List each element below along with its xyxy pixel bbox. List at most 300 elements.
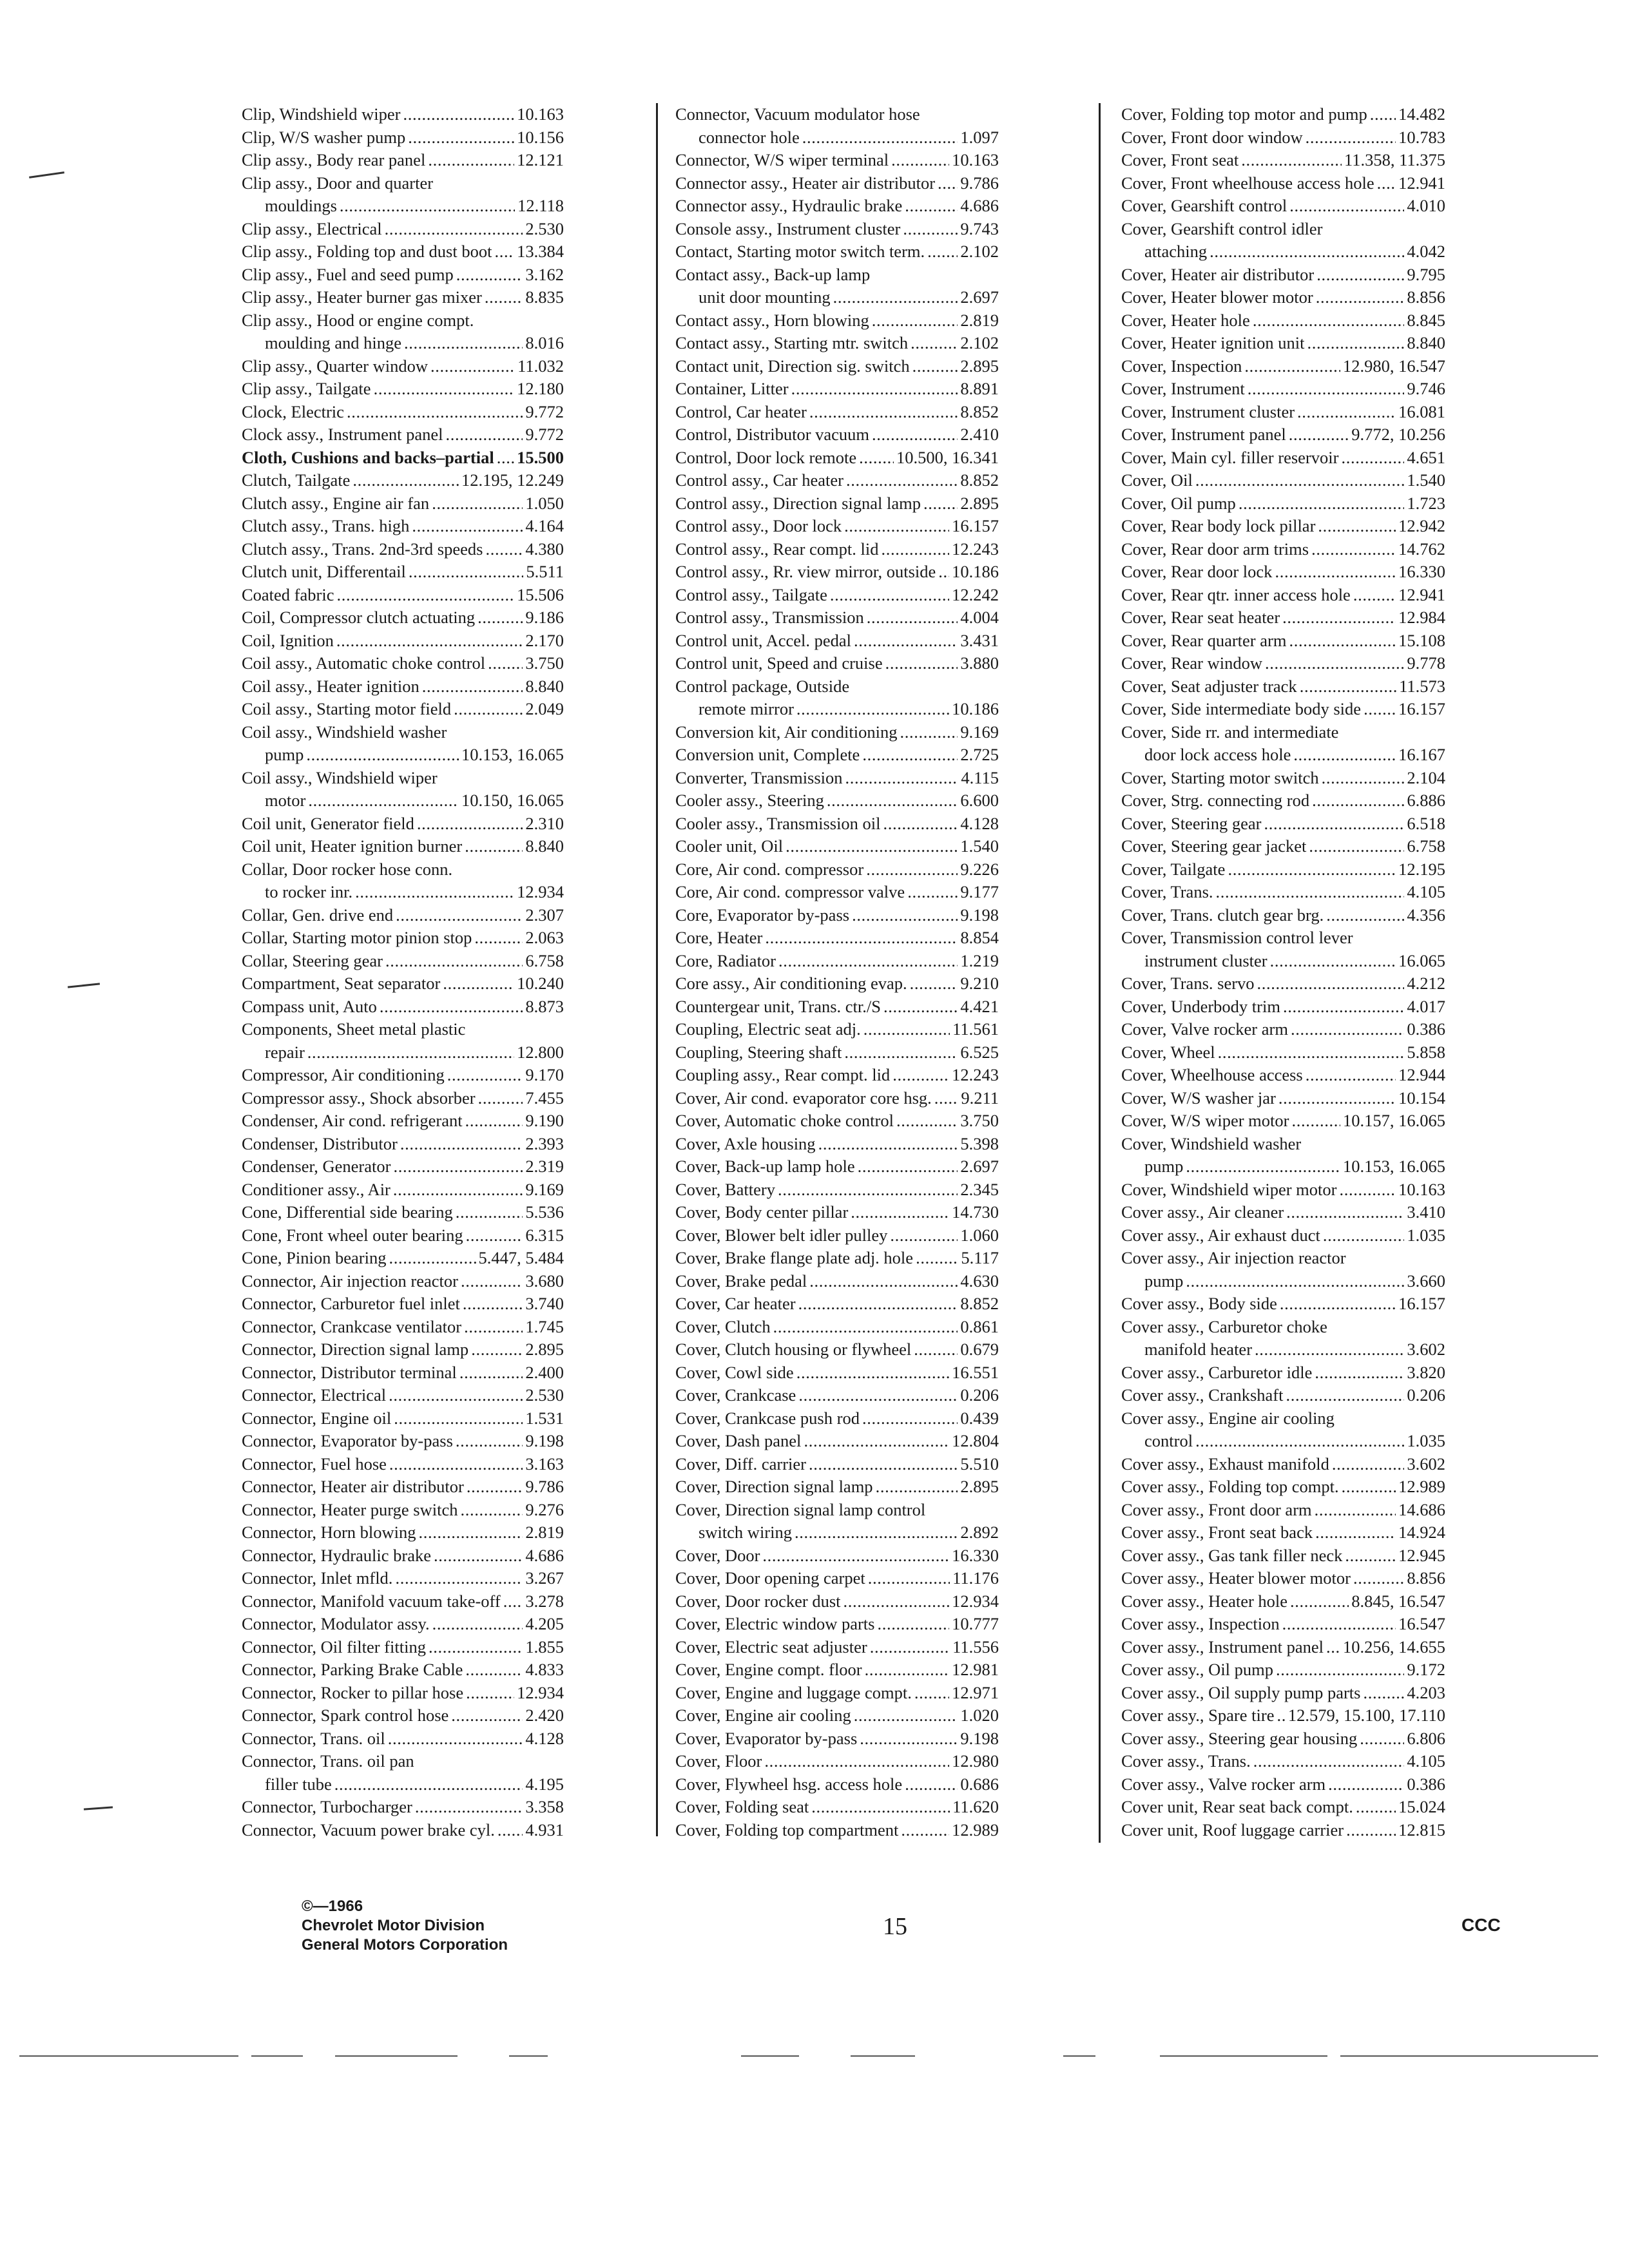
entry-page-ref: 9.190 bbox=[525, 1111, 564, 1130]
dot-leader bbox=[380, 995, 523, 1019]
entry-title: Cover, Rear quarter arm bbox=[1121, 630, 1287, 650]
entry-page-ref: 9.276 bbox=[525, 1499, 564, 1519]
index-entry bbox=[1121, 309, 1445, 332]
index-entry bbox=[242, 1407, 564, 1430]
dot-leader bbox=[916, 1247, 958, 1270]
index-entry bbox=[1121, 1727, 1445, 1751]
entry-continuation: pump bbox=[265, 745, 304, 764]
dot-leader bbox=[336, 584, 514, 607]
index-entry bbox=[675, 881, 999, 904]
dot-leader bbox=[1315, 1499, 1396, 1522]
entry-page-ref: 4.195 bbox=[525, 1774, 564, 1794]
entry-page-ref: 12.984 bbox=[1398, 608, 1445, 627]
entry-title: Control assy., Door lock bbox=[675, 516, 842, 535]
entry-title: Cooler assy., Transmission oil bbox=[675, 813, 881, 833]
entry-page-ref: 10.157, 16.065 bbox=[1343, 1111, 1445, 1130]
index-entry bbox=[1121, 1521, 1445, 1544]
entry-page-ref: 8.016 bbox=[525, 333, 564, 352]
entry-title: Clutch unit, Differentail bbox=[242, 562, 406, 581]
entry-page-ref: 12.945 bbox=[1398, 1545, 1445, 1565]
dot-leader bbox=[456, 1201, 523, 1224]
index-entry bbox=[242, 812, 564, 836]
dot-leader bbox=[1244, 355, 1340, 378]
dot-leader bbox=[912, 355, 958, 378]
dot-leader bbox=[1342, 1475, 1396, 1499]
entry-page-ref: 9.772 bbox=[525, 425, 564, 444]
scan-line bbox=[509, 2055, 548, 2057]
entry-page-ref: 12.941 bbox=[1398, 173, 1445, 193]
entry-page-ref: 3.163 bbox=[525, 1454, 564, 1474]
entry-page-ref: 5.447, 5.484 bbox=[478, 1248, 564, 1267]
entry-title: Coupling, Steering shaft bbox=[675, 1042, 842, 1062]
dot-leader bbox=[905, 195, 958, 218]
entry-title: Cover, Trans. bbox=[1121, 882, 1213, 901]
dot-leader bbox=[818, 1133, 958, 1156]
entry-page-ref: 4.651 bbox=[1407, 447, 1445, 467]
entry-title: Cover, Axle housing bbox=[675, 1133, 816, 1153]
index-entry bbox=[242, 1361, 564, 1385]
index-entry bbox=[1121, 927, 1445, 972]
dot-leader bbox=[1339, 1178, 1396, 1202]
entry-title: Cover, Main cyl. filler reservoir bbox=[1121, 447, 1339, 467]
index-entry bbox=[1121, 1293, 1445, 1316]
index-entry bbox=[675, 240, 999, 264]
entry-title: Connector, Trans. oil bbox=[242, 1728, 385, 1748]
index-entry bbox=[675, 767, 999, 790]
index-entry bbox=[675, 1178, 999, 1202]
dot-leader bbox=[497, 1819, 523, 1842]
dot-leader bbox=[404, 332, 523, 355]
entry-title: Condenser, Air cond. refrigerant bbox=[242, 1111, 463, 1130]
entry-title: Cone, Differential side bearing bbox=[242, 1202, 453, 1222]
dot-leader bbox=[878, 1613, 950, 1636]
entry-page-ref: 3.358 bbox=[525, 1797, 564, 1816]
entry-page-ref: 1.855 bbox=[525, 1637, 564, 1657]
index-entry bbox=[242, 1567, 564, 1590]
entry-page-ref: 12.243 bbox=[952, 1065, 999, 1084]
entry-title: Clip assy., Hood or engine compt. bbox=[242, 310, 474, 330]
entry-page-ref: 9.169 bbox=[525, 1179, 564, 1199]
entry-title: Cover, Underbody trim bbox=[1121, 996, 1280, 1016]
entry-page-ref: 10.154 bbox=[1398, 1088, 1445, 1108]
index-entry bbox=[242, 721, 564, 767]
index-entry bbox=[242, 286, 564, 309]
entry-continuation: control bbox=[1144, 1431, 1193, 1450]
entry-title: Collar, Gen. drive end bbox=[242, 905, 394, 925]
dot-leader bbox=[901, 1819, 949, 1842]
entry-title: Cover assy., Air cleaner bbox=[1121, 1202, 1284, 1222]
index-entry bbox=[675, 1819, 999, 1842]
dot-leader bbox=[443, 972, 514, 995]
entry-title: Control assy., Transmission bbox=[675, 608, 864, 627]
dot-leader bbox=[762, 1544, 949, 1568]
index-entry bbox=[1121, 812, 1445, 836]
dot-leader bbox=[403, 103, 515, 126]
entry-title: Connector, Distributor terminal bbox=[242, 1362, 457, 1382]
dot-leader bbox=[764, 1750, 949, 1773]
entry-title: Cover, Oil pump bbox=[1121, 493, 1236, 513]
entry-page-ref: 4.164 bbox=[525, 516, 564, 535]
dot-leader bbox=[307, 1041, 514, 1064]
entry-title: Connector, Fuel hose bbox=[242, 1454, 387, 1474]
dot-leader bbox=[465, 1658, 523, 1682]
entry-title: Connector, Evaporator by-pass bbox=[242, 1431, 453, 1450]
dot-leader bbox=[451, 1704, 523, 1727]
dot-leader bbox=[796, 1361, 949, 1385]
entry-page-ref: 1.540 bbox=[1407, 470, 1445, 490]
dot-leader bbox=[388, 1727, 523, 1751]
entry-page-ref: 16.167 bbox=[1398, 745, 1445, 764]
dot-leader bbox=[903, 218, 958, 241]
entry-page-ref: 5.511 bbox=[526, 562, 564, 581]
entry-page-ref: 5.858 bbox=[1407, 1042, 1445, 1062]
dot-leader bbox=[804, 1430, 949, 1453]
entry-title: Cover, Transmission control lever bbox=[1121, 928, 1353, 947]
dot-leader bbox=[428, 149, 514, 172]
entry-page-ref: 1.219 bbox=[960, 950, 999, 970]
entry-page-ref: 5.536 bbox=[525, 1202, 564, 1222]
dot-leader bbox=[1312, 789, 1404, 812]
entry-continuation: door lock access hole bbox=[1144, 745, 1291, 764]
index-entry bbox=[242, 1590, 564, 1613]
entry-title: Cover, Door rocker dust bbox=[675, 1591, 841, 1611]
entry-page-ref: 3.267 bbox=[525, 1568, 564, 1588]
dot-leader bbox=[434, 1544, 523, 1568]
dot-leader bbox=[1216, 881, 1405, 904]
entry-title: Cover, Steering gear jacket bbox=[1121, 836, 1307, 856]
index-entry bbox=[675, 1293, 999, 1316]
index-entry bbox=[675, 1636, 999, 1659]
dot-leader bbox=[1195, 469, 1405, 492]
entry-page-ref: 3.602 bbox=[1407, 1340, 1445, 1359]
dot-leader bbox=[867, 606, 958, 629]
dot-leader bbox=[429, 1636, 523, 1659]
dot-leader bbox=[890, 1224, 958, 1247]
index-entry bbox=[675, 561, 999, 584]
entry-title: Cover, Folding seat bbox=[675, 1797, 809, 1816]
entry-page-ref: 2.819 bbox=[525, 1523, 564, 1542]
entry-page-ref: 3.820 bbox=[1407, 1362, 1445, 1382]
entry-title: Cover, Door bbox=[675, 1545, 760, 1565]
entry-page-ref: 12.243 bbox=[952, 539, 999, 559]
dot-leader bbox=[394, 1407, 523, 1430]
entry-title: Coil assy., Heater ignition bbox=[242, 676, 419, 696]
dot-leader bbox=[811, 1796, 950, 1819]
entry-title: Connector, Vacuum power brake cyl. bbox=[242, 1820, 495, 1840]
entry-page-ref: 9.177 bbox=[960, 882, 999, 901]
dot-leader bbox=[833, 286, 958, 309]
index-entry bbox=[242, 561, 564, 584]
dot-leader bbox=[432, 1613, 523, 1636]
entry-page-ref: 9.778 bbox=[1407, 653, 1445, 673]
entry-page-ref: 9.210 bbox=[960, 974, 999, 993]
dot-leader bbox=[809, 401, 958, 424]
entry-page-ref: 6.806 bbox=[1407, 1728, 1445, 1748]
scan-line bbox=[1063, 2055, 1095, 2057]
entry-title: Cover assy., Air injection reactor bbox=[1121, 1248, 1346, 1267]
entry-title: Cover, Oil bbox=[1121, 470, 1193, 490]
entry-page-ref: 8.852 bbox=[960, 401, 999, 421]
entry-title: Cover, Clutch bbox=[675, 1316, 771, 1336]
dot-leader bbox=[1326, 904, 1404, 927]
entry-title: Cover, Engine and luggage compt. bbox=[675, 1682, 912, 1702]
dot-leader bbox=[1276, 1658, 1404, 1682]
dot-leader bbox=[1270, 950, 1396, 973]
dot-leader bbox=[846, 469, 958, 492]
index-entry bbox=[675, 1682, 999, 1705]
index-entry bbox=[242, 538, 564, 561]
entry-page-ref: 12.981 bbox=[952, 1660, 999, 1679]
index-entry bbox=[1121, 423, 1445, 447]
entry-title: Core, Air cond. compressor bbox=[675, 859, 864, 879]
index-entry bbox=[1121, 1613, 1445, 1636]
index-entry bbox=[675, 1316, 999, 1339]
entry-page-ref: 2.104 bbox=[1407, 767, 1445, 787]
entry-page-ref: 16.157 bbox=[1398, 1294, 1445, 1313]
entry-page-ref: 2.697 bbox=[960, 1157, 999, 1176]
entry-title: Conversion unit, Complete bbox=[675, 745, 860, 764]
entry-page-ref: 4.380 bbox=[525, 539, 564, 559]
division-line: Chevrolet Motor Division bbox=[302, 1917, 485, 1934]
entry-page-ref: 1.531 bbox=[525, 1408, 564, 1428]
entry-page-ref: 2.530 bbox=[525, 1385, 564, 1405]
dot-leader bbox=[478, 1087, 523, 1110]
entry-title: Cover, Rear body lock pillar bbox=[1121, 516, 1316, 535]
dot-leader bbox=[1306, 126, 1396, 149]
entry-page-ref: 8.835 bbox=[525, 287, 564, 307]
entry-page-ref: 12.989 bbox=[1398, 1477, 1445, 1496]
entry-title: Cover, Body center pillar bbox=[675, 1202, 849, 1222]
entry-title: Cooler assy., Steering bbox=[675, 791, 824, 810]
index-entry bbox=[1121, 972, 1445, 995]
index-entry bbox=[242, 972, 564, 995]
entry-page-ref: 9.211 bbox=[961, 1088, 999, 1108]
index-entry bbox=[1121, 1110, 1445, 1133]
dot-leader bbox=[336, 629, 523, 653]
entry-page-ref: 16.551 bbox=[952, 1362, 999, 1382]
entry-title: Control, Car heater bbox=[675, 401, 807, 421]
entry-title: Connector, Oil filter fitting bbox=[242, 1637, 426, 1657]
entry-page-ref: 2.063 bbox=[525, 928, 564, 947]
entry-page-ref: 10.153, 16.065 bbox=[461, 745, 564, 764]
index-entry bbox=[242, 698, 564, 721]
entry-title: Coil assy., Windshield washer bbox=[242, 722, 447, 742]
entry-continuation: instrument cluster bbox=[1144, 950, 1268, 970]
dot-leader bbox=[465, 835, 523, 858]
dot-leader bbox=[865, 1658, 949, 1682]
dot-leader bbox=[786, 835, 958, 858]
dot-leader bbox=[938, 561, 949, 584]
entry-page-ref: 2.307 bbox=[525, 905, 564, 925]
entry-page-ref: 2.420 bbox=[525, 1706, 564, 1725]
entry-page-ref: 1.097 bbox=[960, 127, 999, 147]
index-entry bbox=[675, 1110, 999, 1133]
entry-continuation: pump bbox=[1144, 1157, 1184, 1176]
index-entry bbox=[1121, 286, 1445, 309]
index-entry bbox=[242, 1704, 564, 1727]
entry-title: Container, Litter bbox=[675, 379, 789, 398]
dot-leader bbox=[355, 881, 514, 904]
entry-page-ref: 16.157 bbox=[952, 516, 999, 535]
entry-page-ref: 4.004 bbox=[960, 608, 999, 627]
entry-page-ref: 8.852 bbox=[960, 470, 999, 490]
entry-continuation: repair bbox=[265, 1042, 305, 1062]
dot-leader bbox=[415, 1796, 523, 1819]
dot-leader bbox=[845, 767, 959, 790]
entry-page-ref: 9.746 bbox=[1407, 379, 1445, 398]
entry-title: Cover, Cowl side bbox=[675, 1362, 794, 1382]
index-entry bbox=[242, 469, 564, 492]
entry-title: Control assy., Car heater bbox=[675, 470, 844, 490]
dot-leader bbox=[352, 469, 459, 492]
entry-page-ref: 4.686 bbox=[960, 196, 999, 215]
index-entry bbox=[242, 1087, 564, 1110]
dot-leader bbox=[1291, 1110, 1340, 1133]
entry-page-ref: 15.506 bbox=[517, 584, 564, 604]
index-entry bbox=[1121, 218, 1445, 264]
dot-leader bbox=[866, 858, 958, 881]
entry-page-ref: 3.880 bbox=[960, 653, 999, 673]
dot-leader bbox=[827, 789, 958, 812]
entry-title: Cover assy., Carburetor idle bbox=[1121, 1362, 1313, 1382]
dot-leader bbox=[471, 1338, 523, 1361]
entry-title: Control unit, Speed and cruise bbox=[675, 653, 883, 673]
entry-page-ref: 12.934 bbox=[517, 1682, 564, 1702]
entry-page-ref: 8.845, 16.547 bbox=[1351, 1591, 1445, 1611]
dot-leader bbox=[1293, 744, 1396, 767]
entry-title: Cover, Front door window bbox=[1121, 127, 1303, 147]
entry-page-ref: 6.315 bbox=[525, 1225, 564, 1245]
entry-page-ref: 0.206 bbox=[960, 1385, 999, 1405]
index-entry bbox=[675, 858, 999, 881]
index-entry bbox=[675, 1453, 999, 1476]
index-entry bbox=[242, 1201, 564, 1224]
footer-publisher bbox=[302, 1897, 508, 1955]
index-entry bbox=[675, 492, 999, 515]
index-column-3 bbox=[1121, 103, 1445, 1841]
dot-leader bbox=[1306, 1064, 1396, 1087]
entry-page-ref: 16.157 bbox=[1398, 699, 1445, 718]
dot-leader bbox=[1353, 1567, 1404, 1590]
index-entry bbox=[1121, 858, 1445, 881]
entry-title: Collar, Steering gear bbox=[242, 950, 383, 970]
index-entry bbox=[1121, 1796, 1445, 1819]
dot-leader bbox=[432, 492, 523, 515]
index-entry bbox=[675, 652, 999, 675]
entry-title: Cover, W/S wiper motor bbox=[1121, 1111, 1289, 1130]
entry-title: Cover, Heater air distributor bbox=[1121, 264, 1315, 284]
index-entry bbox=[1121, 264, 1445, 287]
entry-title: Cover, Flywheel hsg. access hole bbox=[675, 1774, 903, 1794]
dot-leader bbox=[1341, 447, 1404, 470]
entry-page-ref: 10.777 bbox=[952, 1614, 999, 1633]
index-entry bbox=[242, 1133, 564, 1156]
entry-title: Cover, Electric seat adjuster bbox=[675, 1637, 867, 1657]
entry-title: Cover assy., Oil pump bbox=[1121, 1660, 1274, 1679]
dot-leader bbox=[1311, 538, 1396, 561]
index-entry bbox=[675, 1727, 999, 1751]
index-entry bbox=[242, 149, 564, 172]
entry-title: Condenser, Distributor bbox=[242, 1133, 398, 1153]
entry-title: Cover, Side intermediate body side bbox=[1121, 699, 1362, 718]
index-entry bbox=[1121, 652, 1445, 675]
index-entry bbox=[1121, 447, 1445, 470]
entry-title: Control assy., Rear compt. lid bbox=[675, 539, 879, 559]
entry-page-ref: 10.163 bbox=[517, 104, 564, 124]
entry-title: Cover, Rear window bbox=[1121, 653, 1262, 673]
entry-title: Connector, Hydraulic brake bbox=[242, 1545, 432, 1565]
entry-page-ref: 0.386 bbox=[1407, 1019, 1445, 1039]
dot-leader bbox=[802, 126, 958, 149]
entry-page-ref: 2.725 bbox=[960, 745, 999, 764]
entry-page-ref: 0.686 bbox=[960, 1774, 999, 1794]
dot-leader bbox=[1316, 286, 1405, 309]
dot-leader bbox=[1186, 1155, 1340, 1178]
dot-leader bbox=[306, 744, 459, 767]
index-entry bbox=[242, 1750, 564, 1796]
entry-page-ref: 4.105 bbox=[1407, 882, 1445, 901]
index-entry bbox=[242, 1658, 564, 1682]
dot-leader bbox=[1283, 995, 1404, 1019]
dot-leader bbox=[870, 1636, 950, 1659]
entry-page-ref: 2.345 bbox=[960, 1179, 999, 1199]
index-entry bbox=[242, 835, 564, 858]
entry-title: Connector, Vacuum modulator hose bbox=[675, 104, 920, 124]
dot-leader bbox=[1356, 1796, 1396, 1819]
index-entry bbox=[1121, 1658, 1445, 1682]
index-entry bbox=[242, 1316, 564, 1339]
entry-title: Console assy., Instrument cluster bbox=[675, 218, 901, 238]
entry-page-ref: 9.172 bbox=[1407, 1660, 1445, 1679]
entry-page-ref: 16.065 bbox=[1398, 950, 1445, 970]
dot-leader bbox=[798, 1384, 958, 1407]
index-entry bbox=[675, 1750, 999, 1773]
index-entry bbox=[1121, 1475, 1445, 1499]
dot-leader bbox=[854, 629, 958, 653]
entry-page-ref: 12.980 bbox=[952, 1751, 999, 1771]
scan-line bbox=[1160, 2055, 1327, 2057]
index-entry bbox=[675, 1773, 999, 1796]
entry-title: Connector, Crankcase ventilator bbox=[242, 1316, 462, 1336]
index-entry bbox=[675, 1338, 999, 1361]
entry-title: Connector, Rocker to pillar hose bbox=[242, 1682, 464, 1702]
dot-leader bbox=[830, 584, 949, 607]
entry-title: Cloth, Cushions and backs–partial bbox=[242, 447, 494, 467]
dot-leader bbox=[466, 1682, 514, 1705]
entry-page-ref: 4.205 bbox=[525, 1614, 564, 1633]
entry-title: Cover assy., Body side bbox=[1121, 1294, 1277, 1313]
entry-page-ref: 9.772 bbox=[525, 401, 564, 421]
index-entry bbox=[675, 378, 999, 401]
entry-title: Connector, Electrical bbox=[242, 1385, 387, 1405]
entry-title: Coupling, Electric seat adj. bbox=[675, 1019, 861, 1039]
dot-leader bbox=[1277, 1704, 1285, 1727]
entry-title: Cover, Heater blower motor bbox=[1121, 287, 1313, 307]
dot-leader bbox=[872, 423, 958, 447]
dot-leader bbox=[408, 126, 514, 149]
entry-title: Cover, Folding top compartment bbox=[675, 1820, 899, 1840]
index-entry bbox=[1121, 1704, 1445, 1727]
index-entry bbox=[242, 126, 564, 149]
dot-leader bbox=[1275, 561, 1396, 584]
dot-leader bbox=[494, 240, 514, 264]
entry-title: Cover assy., Carburetor choke bbox=[1121, 1316, 1327, 1336]
dot-leader bbox=[1332, 1453, 1405, 1476]
index-entry bbox=[242, 423, 564, 447]
entry-page-ref: 4.931 bbox=[525, 1820, 564, 1840]
dot-leader bbox=[1186, 1270, 1404, 1293]
dot-leader bbox=[1377, 172, 1396, 195]
